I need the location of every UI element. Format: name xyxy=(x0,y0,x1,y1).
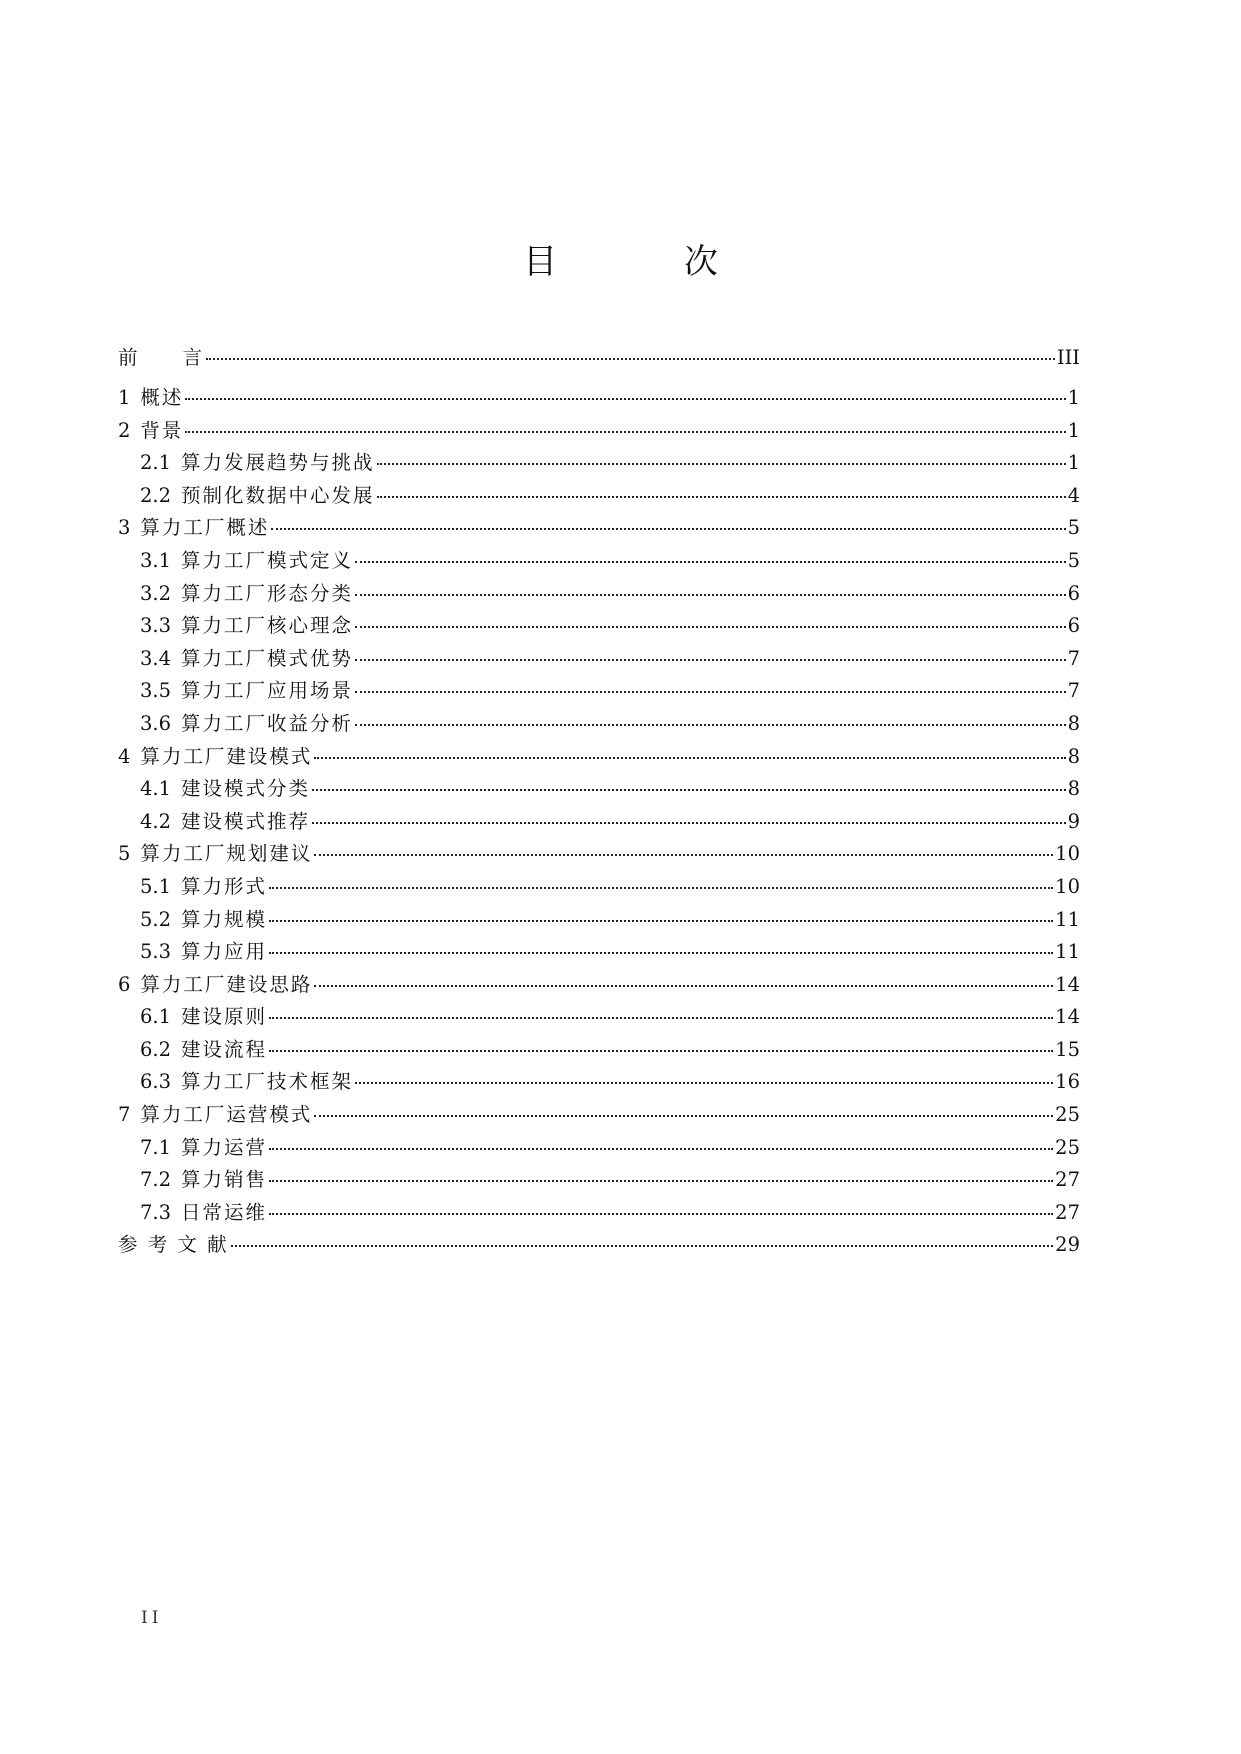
toc-entry[interactable] xyxy=(118,480,1080,513)
toc-entry-label xyxy=(140,806,310,839)
dot-leader xyxy=(269,1049,1053,1052)
toc-entry-title: 算力工厂模式定义 xyxy=(181,548,354,572)
dot-leader xyxy=(269,1147,1053,1150)
toc-entry[interactable] xyxy=(118,415,1080,448)
toc-entry-title: 算力形式 xyxy=(181,874,268,898)
dot-leader xyxy=(355,658,1066,661)
toc-entry-title: 算力运营 xyxy=(181,1135,268,1159)
toc-entry-label xyxy=(118,415,183,448)
dot-leader xyxy=(314,756,1065,759)
toc-entry-page: 6 xyxy=(1067,581,1080,605)
toc-entry-page: 8 xyxy=(1067,777,1080,801)
dot-leader xyxy=(269,886,1053,889)
dot-leader xyxy=(355,593,1066,596)
toc-entry-page: III xyxy=(1056,346,1080,369)
toc-entry-title: 预制化数据中心发展 xyxy=(181,483,375,507)
toc-entry-title: 算力工厂收益分析 xyxy=(181,711,354,735)
toc-entry-title: 算力工厂建设思路 xyxy=(140,972,313,996)
toc-entry[interactable] xyxy=(118,1099,1080,1132)
toc-entry-label xyxy=(140,545,353,578)
toc-entry-label xyxy=(118,342,204,374)
toc-entry-number: 4.1 xyxy=(140,777,172,801)
dot-leader xyxy=(314,853,1053,856)
toc-entry-label xyxy=(140,447,375,480)
toc-entry-label xyxy=(140,904,267,937)
toc-entry[interactable] xyxy=(118,342,1080,382)
toc-entry-page: 5 xyxy=(1067,548,1080,572)
toc-entry-title: 建设原则 xyxy=(181,1005,268,1029)
toc-entry[interactable] xyxy=(118,1229,1080,1262)
toc-entry[interactable] xyxy=(118,610,1080,643)
toc-entry[interactable] xyxy=(118,1164,1080,1197)
dot-leader xyxy=(312,788,1066,791)
toc-entry-title: 算力应用 xyxy=(181,940,268,964)
toc-entry[interactable] xyxy=(118,1197,1080,1230)
toc-entry-title: 算力工厂应用场景 xyxy=(181,679,354,703)
toc-entry-page: 27 xyxy=(1055,1168,1080,1192)
toc-entry-page: 11 xyxy=(1055,907,1080,931)
page-title: 目 次 xyxy=(523,242,776,282)
dot-leader xyxy=(185,430,1065,433)
toc-entry-title: 算力工厂运营模式 xyxy=(140,1103,313,1127)
toc-entry[interactable] xyxy=(118,806,1080,839)
toc-entry-number: 5.2 xyxy=(140,907,172,931)
toc-entry-number: 3.4 xyxy=(140,646,172,670)
toc-entry-title: 前 言 xyxy=(118,346,205,369)
toc-entry-number: 1 xyxy=(118,386,131,409)
dot-leader xyxy=(355,625,1066,628)
toc-entry-label xyxy=(118,1099,312,1132)
dot-leader xyxy=(314,984,1053,987)
toc-entry-number: 7.1 xyxy=(140,1135,172,1159)
toc-entry-label xyxy=(140,1066,353,1099)
toc-entry[interactable] xyxy=(118,871,1080,904)
toc-entry-page: 10 xyxy=(1055,874,1080,898)
dot-leader xyxy=(271,527,1065,530)
dot-leader xyxy=(269,919,1053,922)
dot-leader xyxy=(269,1016,1053,1019)
dot-leader xyxy=(314,1114,1053,1117)
toc-entry[interactable] xyxy=(118,1034,1080,1067)
toc-entry-number: 5.1 xyxy=(140,874,172,898)
dot-leader xyxy=(231,1244,1054,1247)
toc-entry-title: 算力工厂形态分类 xyxy=(181,581,354,605)
toc-entry-title: 建设模式分类 xyxy=(181,777,311,801)
toc-entry-number: 6.1 xyxy=(140,1005,172,1029)
toc-entry-number: 2.1 xyxy=(140,451,172,475)
dot-leader xyxy=(269,1179,1053,1182)
toc-entry-page: 1 xyxy=(1067,451,1080,475)
toc-entry-label xyxy=(140,1001,267,1034)
toc-entry-number: 2 xyxy=(118,418,131,442)
toc-entry-title: 建设流程 xyxy=(181,1037,268,1061)
dot-leader xyxy=(269,1212,1053,1215)
toc-entry-page: 4 xyxy=(1067,483,1080,507)
toc-entry[interactable] xyxy=(118,708,1080,741)
toc-entry-label xyxy=(140,936,267,969)
toc-entry-page: 16 xyxy=(1055,1070,1080,1094)
toc-entry-title: 参 考 文 献 xyxy=(118,1233,229,1257)
toc-entry[interactable] xyxy=(118,545,1080,578)
toc-entry-title: 概述 xyxy=(140,386,184,409)
toc-entry-page: 11 xyxy=(1055,940,1080,964)
dot-leader xyxy=(206,357,1055,360)
toc-entry-number: 7 xyxy=(118,1103,131,1127)
toc-entry-label xyxy=(118,838,312,871)
toc-entry-number: 4 xyxy=(118,744,131,768)
toc-entry-page: 1 xyxy=(1067,418,1080,442)
table-of-contents xyxy=(118,342,1080,1262)
toc-entry-number: 2.2 xyxy=(140,483,172,507)
toc-entry[interactable] xyxy=(118,447,1080,480)
toc-entry-label xyxy=(140,578,353,611)
toc-entry-label xyxy=(140,610,353,643)
toc-entry-title: 算力工厂模式优势 xyxy=(181,646,354,670)
toc-entry-page: 25 xyxy=(1055,1103,1080,1127)
toc-entry-page: 8 xyxy=(1067,711,1080,735)
toc-entry-number: 3.2 xyxy=(140,581,172,605)
toc-entry-label xyxy=(140,1034,267,1067)
toc-entry-number: 3 xyxy=(118,516,131,540)
toc-entry-title: 背景 xyxy=(140,418,184,442)
toc-entry-page: 27 xyxy=(1055,1200,1080,1224)
dot-leader xyxy=(185,397,1065,400)
toc-entry[interactable] xyxy=(118,675,1080,708)
toc-entry-number: 5 xyxy=(118,842,131,866)
page-number: II xyxy=(141,1608,163,1628)
toc-entry-label xyxy=(140,643,353,676)
toc-entry-title: 建设模式推荐 xyxy=(181,809,311,833)
dot-leader xyxy=(355,690,1066,693)
toc-entry-page: 25 xyxy=(1055,1135,1080,1159)
toc-entry[interactable] xyxy=(118,838,1080,871)
toc-entry-page: 5 xyxy=(1067,516,1080,540)
toc-entry-label xyxy=(140,1164,267,1197)
toc-entry-title: 算力规模 xyxy=(181,907,268,931)
toc-entry-number: 4.2 xyxy=(140,809,172,833)
toc-entry-title: 算力发展趋势与挑战 xyxy=(181,451,375,475)
dot-leader xyxy=(355,560,1066,563)
toc-entry-number: 5.3 xyxy=(140,940,172,964)
toc-entry-title: 算力销售 xyxy=(181,1168,268,1192)
toc-entry-title: 算力工厂建设模式 xyxy=(140,744,313,768)
toc-entry[interactable] xyxy=(118,904,1080,937)
toc-entry-number: 3.1 xyxy=(140,548,172,572)
toc-entry-number: 3.6 xyxy=(140,711,172,735)
toc-entry[interactable] xyxy=(118,741,1080,774)
toc-entry-page: 15 xyxy=(1055,1037,1080,1061)
toc-entry[interactable] xyxy=(118,773,1080,806)
toc-entry-number: 6.2 xyxy=(140,1037,172,1061)
toc-entry-label xyxy=(118,512,269,545)
toc-entry-label xyxy=(118,741,312,774)
toc-entry-label xyxy=(140,1197,267,1230)
dot-leader xyxy=(377,462,1066,465)
toc-entry-page: 14 xyxy=(1055,972,1080,996)
toc-entry-number: 6.3 xyxy=(140,1070,172,1094)
dot-leader xyxy=(312,821,1066,824)
toc-entry[interactable] xyxy=(118,512,1080,545)
toc-entry-label xyxy=(140,773,310,806)
dot-leader xyxy=(377,495,1066,498)
dot-leader xyxy=(355,723,1066,726)
toc-entry-label xyxy=(140,871,267,904)
toc-entry-page: 8 xyxy=(1067,744,1080,768)
toc-entry[interactable] xyxy=(118,969,1080,1002)
toc-entry-page: 14 xyxy=(1055,1005,1080,1029)
toc-entry-number: 3.5 xyxy=(140,679,172,703)
toc-entry-page: 7 xyxy=(1067,679,1080,703)
toc-entry-title: 算力工厂核心理念 xyxy=(181,614,354,638)
toc-entry[interactable] xyxy=(118,1001,1080,1034)
toc-entry[interactable] xyxy=(118,578,1080,611)
toc-entry-title: 算力工厂技术框架 xyxy=(181,1070,354,1094)
toc-entry-page: 29 xyxy=(1055,1233,1080,1257)
toc-entry[interactable] xyxy=(118,643,1080,676)
toc-entry-title: 算力工厂规划建议 xyxy=(140,842,313,866)
toc-entry-page: 7 xyxy=(1067,646,1080,670)
toc-entry-label xyxy=(140,480,375,513)
toc-entry-number: 6 xyxy=(118,972,131,996)
dot-leader xyxy=(269,951,1053,954)
toc-entry-page: 6 xyxy=(1067,614,1080,638)
toc-entry-label xyxy=(140,1132,267,1165)
toc-entry-number: 3.3 xyxy=(140,614,172,638)
toc-entry[interactable] xyxy=(118,382,1080,415)
toc-entry-number: 7.2 xyxy=(140,1168,172,1192)
toc-entry-title: 算力工厂概述 xyxy=(140,516,270,540)
toc-entry-label xyxy=(118,1229,229,1262)
toc-entry[interactable] xyxy=(118,1066,1080,1099)
toc-entry-label xyxy=(140,675,353,708)
dot-leader xyxy=(355,1081,1053,1084)
toc-entry-title: 日常运维 xyxy=(181,1200,268,1224)
toc-entry[interactable] xyxy=(118,1132,1080,1165)
toc-entry-label xyxy=(140,708,353,741)
toc-entry[interactable] xyxy=(118,936,1080,969)
toc-entry-page: 1 xyxy=(1067,386,1080,409)
toc-entry-label xyxy=(118,969,312,1002)
toc-entry-page: 10 xyxy=(1055,842,1080,866)
toc-entry-number: 7.3 xyxy=(140,1200,172,1224)
toc-entry-label xyxy=(118,382,183,415)
toc-entry-page: 9 xyxy=(1067,809,1080,833)
